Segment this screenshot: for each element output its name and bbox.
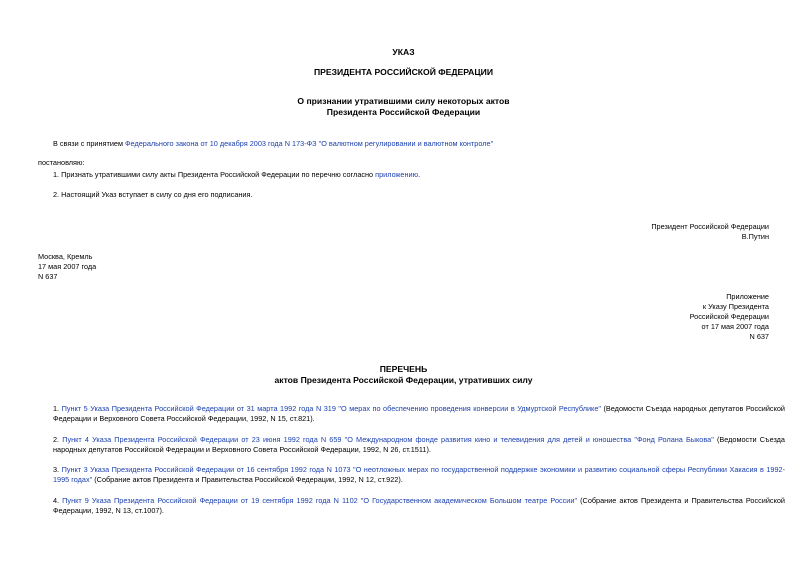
decree-word: постановляю:: [38, 158, 85, 167]
appendix-line4: от 17 мая 2007 года: [701, 322, 769, 331]
list-item-2-number: 2.: [53, 435, 63, 444]
document-title-line2: Президента Российской Федерации: [326, 107, 481, 117]
place-date-block: [38, 252, 96, 282]
decree-number: N 637: [38, 272, 58, 281]
list-subtitle: актов Президента Российской Федерации, утративших силу: [274, 375, 533, 385]
date: 17 мая 2007 года: [38, 262, 97, 271]
list-item-3: [38, 465, 785, 485]
intro-paragraph: [38, 139, 785, 149]
decree-subtitle: ПРЕЗИДЕНТА РОССИЙСКОЙ ФЕДЕРАЦИИ: [313, 67, 494, 77]
appendix-line5: N 637: [749, 332, 769, 341]
list-item-2: [38, 435, 785, 455]
appendix-block: [469, 292, 769, 342]
decree-item-1: [38, 170, 785, 180]
item1-text: 1. Признать утратившими силу акты Президента Российской Федерации по перечню согласно: [53, 170, 376, 179]
list-item-4-link[interactable]: Пункт 9 Указа Президента Российской Федерации от 19 сентября 1992 года N 1102 "О Государственном академическом Большом театре России": [62, 496, 578, 505]
list-item-1-source: (Ведомости Съезда народных депутатов Российской Федерации и Верховного Совета Российской Федерации, 1992, N 15, ст.821).: [53, 404, 785, 423]
signature-role: Президент Российской Федерации: [651, 222, 769, 231]
intro-prefix: В связи с принятием: [53, 139, 125, 148]
item1-end: .: [418, 170, 421, 179]
appendix-line2: к Указу Президента: [702, 302, 769, 311]
federal-law-link[interactable]: Федерального закона от 10 декабря 2003 года N 173-ФЗ "О валютном регулировании и валютном контроле": [125, 139, 494, 148]
appendix-line3: Российской Федерации: [689, 312, 769, 321]
appendix-line1: Приложение: [726, 292, 769, 301]
decree-title: УКАЗ: [392, 47, 415, 57]
list-item-4-source: (Собрание актов Президента и Правительства Российской Федерации, 1992, N 13, ст.1007).: [53, 496, 785, 515]
list-item-1-number: 1.: [53, 404, 62, 413]
list-title: ПЕРЕЧЕНЬ: [379, 364, 428, 374]
list-item-4-number: 4.: [53, 496, 63, 505]
document-title-line1: О признании утратившими силу некоторых актов: [297, 96, 510, 106]
signature-block: [469, 222, 769, 242]
list-item-3-link[interactable]: Пункт 3 Указа Президента Российской Федерации от 16 сентября 1992 года N 1073 "О неотложных мерах по государственной поддержке экономики и развитию социальной сферы Республики Хакасия в 1992-1995 годах": [53, 465, 785, 484]
list-item-2-source: (Ведомости Съезда народных депутатов Российской Федерации и Верховного Совета Российской Федерации, 1992, N 26, ст.1511).: [53, 435, 785, 454]
place: Москва, Кремль: [38, 252, 93, 261]
list-item-2-link[interactable]: Пункт 4 Указа Президента Российской Федерации от 23 июня 1992 года N 659 "О Международном фонде развития кино и телевидения для детей и юношества "Фонд Ролана Быкова": [62, 435, 714, 444]
list-item-4: [38, 496, 785, 516]
list-item-1: [38, 404, 785, 424]
list-item-3-number: 3.: [53, 465, 62, 474]
decree-item-2: 2. Настоящий Указ вступает в силу со дня его подписания.: [53, 190, 253, 199]
signature-name: В.Путин: [741, 232, 769, 241]
list-item-1-link[interactable]: Пункт 5 Указа Президента Российской Федерации от 31 марта 1992 года N 319 "О мерах по обеспечению проведения конверсии в Удмуртской Республике": [61, 404, 601, 413]
appendix-link[interactable]: приложению: [375, 170, 419, 179]
list-item-3-source: (Собрание актов Президента и Правительства Российской Федерации, 1992, N 12, ст.922).: [92, 475, 403, 484]
